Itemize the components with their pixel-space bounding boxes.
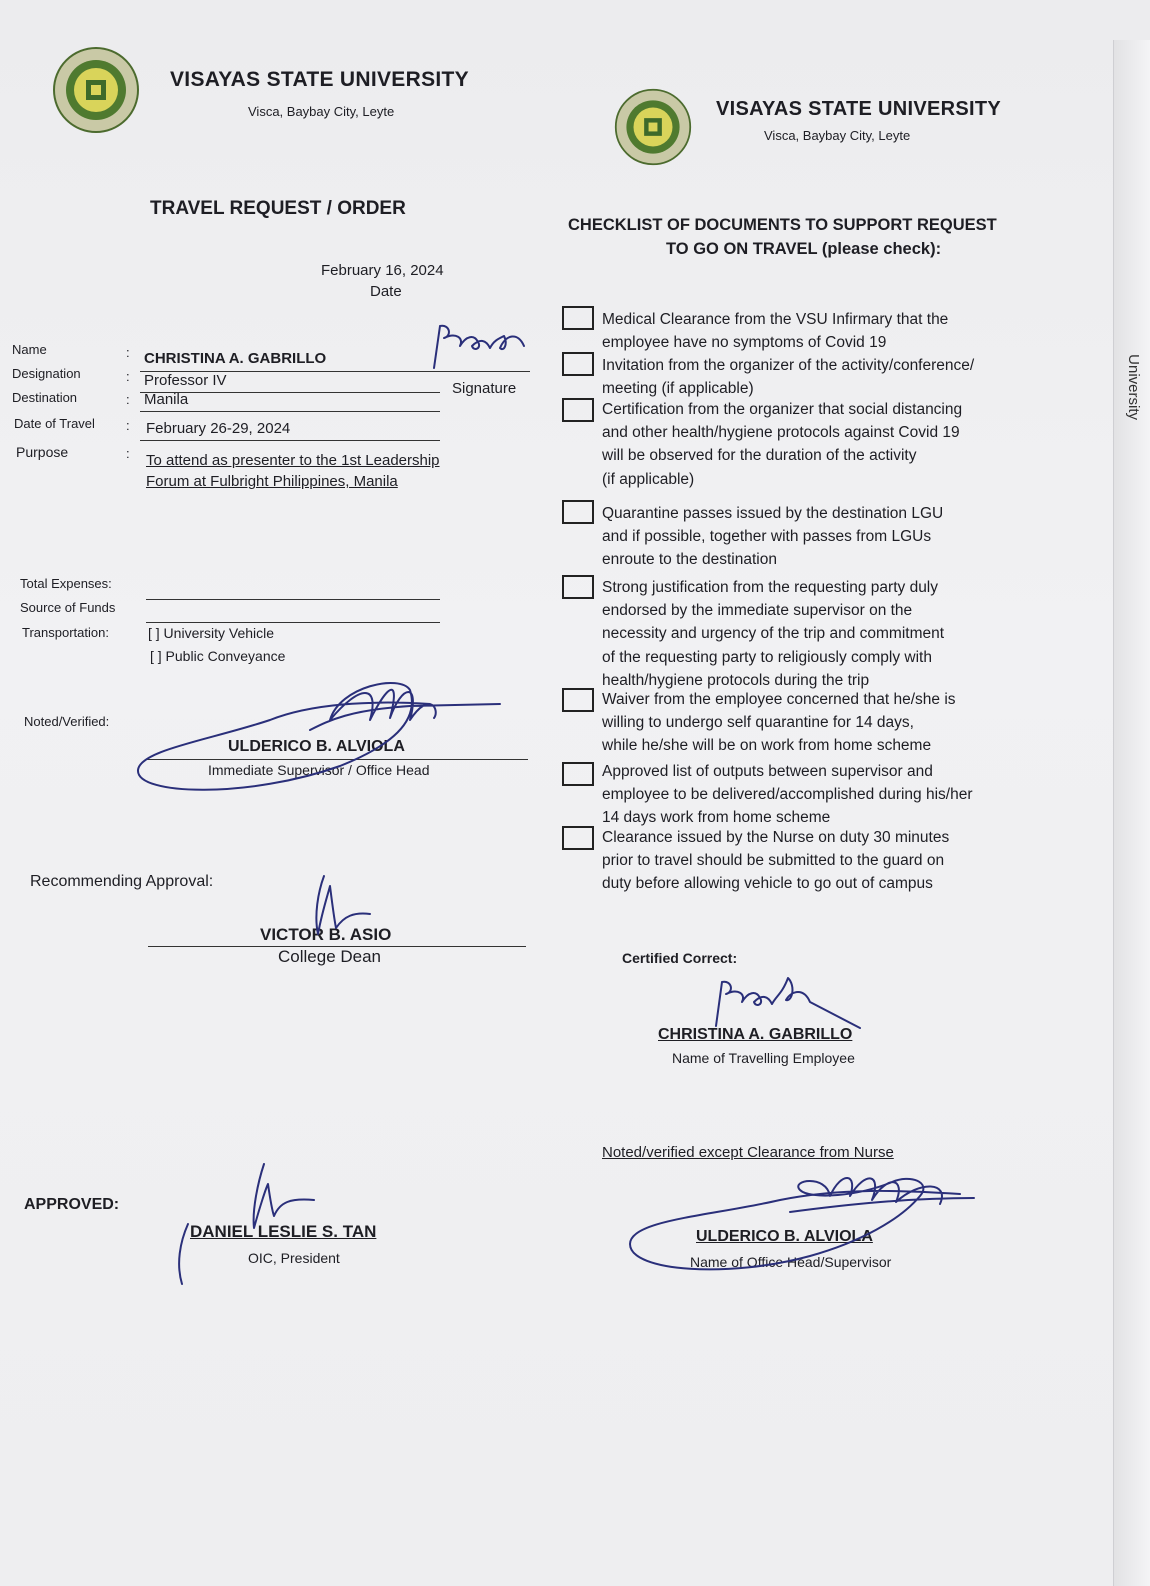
name-value: CHRISTINA A. GABRILLO	[144, 350, 327, 367]
colon: :	[126, 392, 130, 407]
date-of-travel-value: February 26-29, 2024	[146, 420, 291, 437]
supervisor-signature	[130, 670, 520, 800]
checklist-item-text: duty before allowing vehicle to go out of campus	[602, 875, 933, 893]
transport-option-vehicle[interactable]: [ ] University Vehicle	[148, 625, 275, 641]
office-head-caption: Name of Office Head/Supervisor	[690, 1254, 892, 1270]
supervisor-title: Immediate Supervisor / Office Head	[208, 762, 430, 778]
source-of-funds-line	[146, 622, 440, 623]
university-name-right: VISAYAS STATE UNIVERSITY	[716, 98, 1002, 120]
purpose-line-2: Forum at Fulbright Philippines, Manila	[146, 473, 398, 490]
checklist-checkbox[interactable]	[562, 762, 594, 786]
checklist-title-line-1: CHECKLIST OF DOCUMENTS TO SUPPORT REQUEST	[568, 216, 997, 234]
date-of-travel-label: Date of Travel	[14, 416, 95, 431]
checklist-item-text: willing to undergo self quarantine for 14 days,	[602, 714, 914, 732]
checklist-item-text: Medical Clearance from the VSU Infirmary that the	[602, 311, 949, 328]
colon: :	[126, 369, 130, 384]
checklist-item-text: Approved list of outputs between supervisor and	[602, 763, 933, 780]
checklist-item-text: prior to travel should be submitted to the guard on	[602, 852, 945, 870]
supervisor-line	[146, 759, 528, 760]
colon: :	[126, 418, 130, 433]
checklist-item-text: Invitation from the organizer of the activity/conference/	[602, 357, 975, 374]
checklist-item-text: health/hygiene protocols during the trip	[602, 671, 870, 689]
transportation-label: Transportation:	[22, 625, 109, 640]
destination-label: Destination	[12, 390, 78, 405]
edge-text: University	[1125, 354, 1142, 420]
checklist-item-text: (if applicable)	[602, 470, 695, 488]
designation-label: Designation	[12, 366, 81, 381]
checklist-item-text: and other health/hygiene protocols against Covid 19	[602, 424, 960, 442]
transport-option-public[interactable]: [ ] Public Conveyance	[150, 648, 286, 664]
office-head-name: ULDERICO B. ALVIOLA	[696, 1228, 873, 1245]
total-expenses-line	[146, 599, 440, 600]
noted-except-label: Noted/verified except Clearance from Nurse	[602, 1144, 894, 1161]
checklist-checkbox[interactable]	[562, 306, 594, 330]
employee-signature-bottom	[700, 972, 870, 1032]
checklist-checkbox[interactable]	[562, 398, 594, 422]
form-title: TRAVEL REQUEST / ORDER	[150, 198, 406, 219]
checklist-item-text: meeting (if applicable)	[602, 380, 754, 398]
checklist-item-text: 14 days work from home scheme	[602, 809, 831, 827]
checklist-checkbox[interactable]	[562, 352, 594, 376]
university-seal-left	[52, 46, 140, 134]
purpose-label: Purpose	[16, 444, 69, 460]
checklist-item-text: Clearance issued by the Nurse on duty 30 minutes	[602, 829, 950, 846]
checklist-checkbox[interactable]	[562, 688, 594, 712]
certified-correct-label: Certified Correct:	[622, 950, 738, 966]
checklist-item-text: enroute to the destination	[602, 551, 777, 569]
university-address-left: Visca, Baybay City, Leyte	[248, 104, 395, 119]
source-of-funds-label: Source of Funds	[20, 600, 116, 615]
supervisor-name: ULDERICO B. ALVIOLA	[228, 738, 405, 755]
dean-name: VICTOR B. ASIO	[260, 925, 392, 944]
date-value: February 16, 2024	[321, 262, 444, 279]
colon: :	[126, 446, 130, 461]
employee-caption: Name of Travelling Employee	[672, 1050, 855, 1066]
destination-underline	[140, 411, 440, 412]
university-address-right: Visca, Baybay City, Leyte	[764, 128, 911, 143]
checklist-item-text: Strong justification from the requesting party duly	[602, 579, 939, 596]
designation-value: Professor IV	[144, 372, 227, 389]
signature-label: Signature	[452, 380, 517, 397]
purpose-line-1: To attend as presenter to the 1st Leadership	[146, 452, 440, 469]
checklist-checkbox[interactable]	[562, 500, 594, 524]
university-name-left: VISAYAS STATE UNIVERSITY	[170, 68, 469, 91]
checklist-item-text: endorsed by the immediate supervisor on the	[602, 602, 913, 620]
checklist-item-text: will be observed for the duration of the activity	[602, 447, 917, 465]
university-seal-right	[614, 88, 692, 166]
employee-signature-top	[420, 318, 540, 378]
adjacent-page-edge	[1113, 40, 1150, 1586]
checklist-item-text: while he/she will be on work from home scheme	[602, 737, 932, 755]
employee-name: CHRISTINA A. GABRILLO	[658, 1026, 853, 1043]
checklist-title-line-2: TO GO ON TRAVEL (please check):	[666, 240, 942, 258]
checklist-item-text: Waiver from the employee concerned that he/she is	[602, 691, 956, 708]
president-name: DANIEL LESLIE S. TAN	[190, 1222, 377, 1241]
colon: :	[126, 345, 130, 360]
total-expenses-label: Total Expenses:	[20, 576, 112, 591]
date-of-travel-underline	[140, 440, 440, 441]
destination-value: Manila	[144, 391, 189, 408]
checklist-checkbox[interactable]	[562, 575, 594, 599]
checklist-checkbox[interactable]	[562, 826, 594, 850]
name-label: Name	[12, 342, 47, 357]
checklist-item-text: and if possible, together with passes from LGUs	[602, 528, 932, 546]
checklist-item-text: necessity and urgency of the trip and commitment	[602, 625, 945, 643]
approved-label: APPROVED:	[24, 1196, 120, 1213]
date-label: Date	[370, 283, 402, 300]
president-title: OIC, President	[248, 1250, 340, 1266]
checklist-item-text: of the requesting party to religiously comply with	[602, 648, 932, 666]
noted-verified-label: Noted/Verified:	[24, 714, 110, 729]
checklist-item-text: employee to be delivered/accomplished during his/her	[602, 786, 973, 804]
checklist-item-text: Quarantine passes issued by the destination LGU	[602, 505, 944, 522]
checklist-item-text: employee have no symptoms of Covid 19	[602, 334, 887, 352]
dean-title: College Dean	[278, 947, 382, 966]
recommending-label: Recommending Approval:	[30, 873, 214, 890]
checklist-item-text: Certification from the organizer that social distancing	[602, 401, 963, 418]
